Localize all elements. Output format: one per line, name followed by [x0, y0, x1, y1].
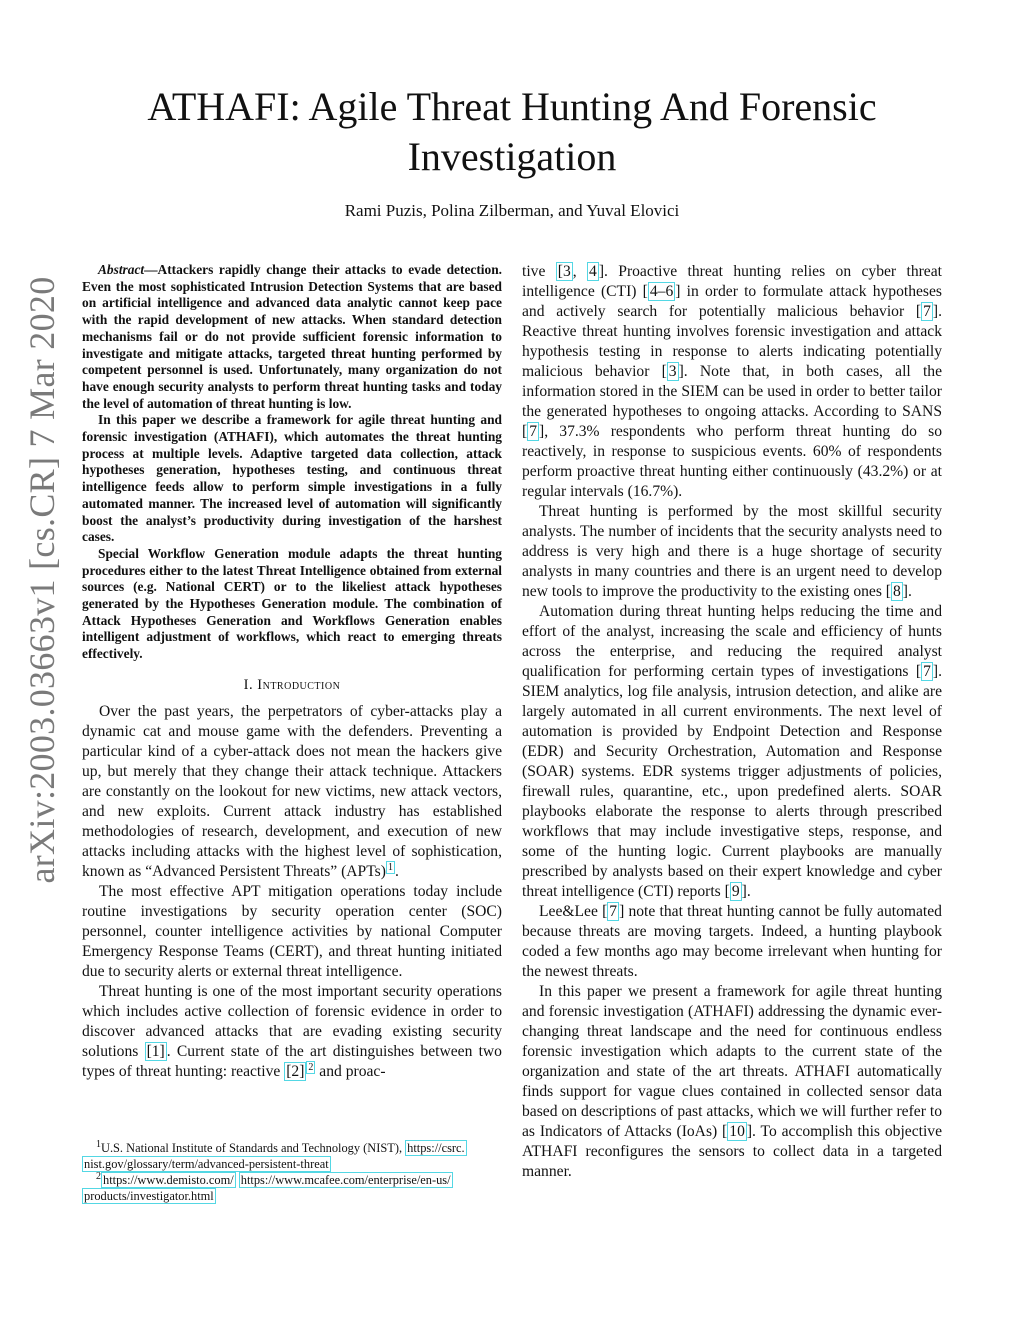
- abstract-paragraph-1: Abstract—Attackers rapidly change their attacks to evade detection. Even the most sophisticated Intrusion Detection Systems that are based on artificial intelligence and advanced data analytic cannot keep pace with the rapid development of new attacks. When standard detection mechanisms fail or do not provide sufficient forensic information to investigate and mitigate attacks, targeted threat hunting performed by competent personnel is used. Unfortunately, many organization do not have enough security analysts to perform threat hunting tasks and today the level of automation of threat hunting is low.: [82, 262, 502, 411]
- citation-10[interactable]: 10: [729, 1123, 745, 1140]
- footnote-1-link[interactable]: https://csrc.: [407, 1141, 465, 1155]
- citation-7c[interactable]: 7: [923, 663, 931, 680]
- footnote-2-link-mcafee-cont[interactable]: products/investigator.html: [84, 1189, 214, 1203]
- author-list: Rami Puzis, Polina Zilberman, and Yuval Elovici: [344, 201, 680, 220]
- abstract: [82, 262, 502, 663]
- introduction-left-text: [82, 702, 502, 1082]
- intro-paragraph-3: Threat hunting is one of the most important security operations which includes active collection of forensic evidence in order to discover advanced attacks that are evading existing security solutions [1] . Current state of the art distinguishes between two types of threat hunting: reactive [2] $^2$ and proac-: [82, 982, 502, 1080]
- citation-9[interactable]: 9: [731, 883, 740, 900]
- section-heading-introduction: I. Introduction: [243, 676, 341, 693]
- arxiv-sidebar: [12, 200, 72, 960]
- right-paragraph-1: tive [3 , 4 ]. Proactive threat hunting relies on cyber threat intelligence (CTI) [ 4–6 ] in order to formulate attack hypotheses and actively search for potentially malicious behavior [ 7 ]. Reactive threat hunting involves forensic investigation and attack hypothesis testing in response to alerts indicating potentially malicious behavior [ 3 ]. Note that, in both cases, all the information stored in the SIEM can be used in order to better tailor the generated hypotheses to ongoing attacks. According to SANS [ 7 ], 37.3% respondents who perform threat hunting do so reactively, in response to suspicious events. 60% of respondents perform proactive threat hunting either continuously (43.2%) or at regular intervals (16.7%).: [522, 263, 942, 500]
- abstract-paragraph-3: Special Workflow Generation module adapts the threat hunting procedures either to the latest Threat Intelligence obtained from external sources (e.g. National CERT) or to the likeliest attack hypotheses generated by the Hypotheses Generation module. The combination of Attack Hypotheses Generation and Workflows Generation enables intelligent adjustment of workflows, which react to emerging threats effectively.: [82, 545, 502, 662]
- right-column: [522, 262, 942, 1182]
- arxiv-stamp: arXiv:2003.03663v1 [cs.CR] 7 Mar 2020: [22, 276, 62, 884]
- title-line-2: Investigation: [407, 134, 617, 179]
- citation-4[interactable]: 4: [589, 263, 597, 280]
- citation-3b[interactable]: 3: [668, 363, 677, 380]
- intro-paragraph-2: The most effective APT mitigation operations today include routine investigations by security operation center (SOC) personnel, counter intelligence activities by national Computer Emergency Response Teams (CERT), and threat hunting initiated due to security alerts or external threat intelligence.: [82, 882, 502, 980]
- citation-7b[interactable]: 7: [529, 423, 537, 440]
- footnote-2-link-mcafee[interactable]: https://www.mcafee.com/enterprise/en-us/: [240, 1173, 451, 1187]
- footnote-2-link-demisto[interactable]: https://www.demisto.com/: [103, 1173, 234, 1187]
- footnotes: [82, 1140, 502, 1204]
- citation-7d[interactable]: 7: [609, 903, 618, 920]
- footnote-1-link-cont[interactable]: nist.gov/glossary/term/advanced-persistent-threat: [84, 1157, 329, 1171]
- abstract-paragraph-2: In this paper we describe a framework for agile threat hunting and forensic investigation (ATHAFI), which automates the threat hunting process at multiple levels. Adaptive targeted data collection, attack hypotheses generation, hypotheses testing, and continuous threat intelligence feeds allow to perform simple investigations in a fully automated manner. The increased level of automation will significantly boost the analyst’s productivity during investigation of the harshest cases.: [82, 412, 502, 545]
- left-column: [82, 262, 502, 1082]
- right-paragraph-3: Automation during threat hunting helps reducing the time and effort of the analyst, increasing the scale and efficiency of hunts across the enterprise, and reducing the required analyst qualification for performing certain types of investigations [ 7 ]. SIEM analytics, log file analysis, intrusion detection, and alike are largely automated in all current environments. The next level of automation is provided by Endpoint Detection and Response (EDR) and Security Orchestration, Automation and Response (SOAR) systems. EDR systems trigger adjustments of policies, firewall rules, quarantine, etc., upon predefined alerts. SOAR playbooks elaborate the response to alerts through prescribed workflows that may include investigative steps, response, and some of the hunting logic. Current playbooks are manually prescribed by analysts based on their expert knowledge and cyber threat intelligence (CTI) reports [ 9 ].: [522, 603, 942, 900]
- citation-2[interactable]: [2]: [286, 1062, 305, 1080]
- citation-1[interactable]: [1]: [146, 1042, 165, 1060]
- intro-paragraph-1: Over the past years, the perpetrators of cyber-attacks play a dynamic cat and mouse game with the defenders. Preventing a particular kind of a cyber-attack does not mean the hackers give up, but merely that they change their attack technique. Attackers are constantly on the lookout for new victims, new attack vectors, and new exploits. Current attack industry has established methodologies of research, development, and execution of new attacks including attacks with the highest level of sophistication, known as “Advanced Persistent Threats” (APTs) $^1$ .: [82, 702, 502, 880]
- right-paragraph-5: In this paper we present a framework for agile threat hunting and forensic investigation (ATHAFI) addressing the dynamic ever-changing threat landscape and the need for continuous endless forensic investigation which adapts to the current state of the organization and state of the art threats. ATHAFI automatically finds support for vague clues contained in collected sensor data based on descriptions of past attacks, which we will further refer to as Indicators of Attacks (IoAs) [ 10 ]. To accomplish this objective ATHAFI reconfigures the sensors to collect data in a targeted manner.: [522, 983, 943, 1180]
- title-line-1: ATHAFI: Agile Threat Hunting And Forensic: [147, 84, 877, 129]
- citation-8[interactable]: 8: [893, 583, 901, 600]
- citation-4-6[interactable]: 4–6: [649, 283, 674, 300]
- citation-7a[interactable]: 7: [923, 303, 931, 320]
- footnote-ref-2[interactable]: 2: [308, 1061, 314, 1073]
- footnote-ref-1[interactable]: 1: [387, 861, 393, 873]
- abstract-label: Abstract: [98, 262, 145, 277]
- footnote-1: $^1$U.S. National Institute of Standards and Technology (NIST), https://csrc. nist.gov/glossary/term/advanced-persistent-threat: [84, 1138, 465, 1171]
- right-paragraph-4: Lee&Lee [ 7 ] note that threat hunting cannot be fully automated because threats are moving targets. Indeed, a hunting playbook coded a few months ago may become irrelevant when hunting for the newest threats.: [522, 903, 942, 980]
- right-paragraph-2: Threat hunting is performed by the most skillful security analysts. The number of incidents that the security analysts need to address is very high and there is a huge shortage of security analysts in many countries and there is an urgent need to develop new tools to improve the productivity to the existing ones [ 8 ].: [522, 503, 942, 600]
- paper-title: [90, 82, 934, 182]
- citation-3[interactable]: [3: [557, 263, 571, 280]
- footnote-2: $^2$ https://www.demisto.com/ https://www.mcafee.com/enterprise/en-us/ products/investigator.html: [84, 1170, 451, 1203]
